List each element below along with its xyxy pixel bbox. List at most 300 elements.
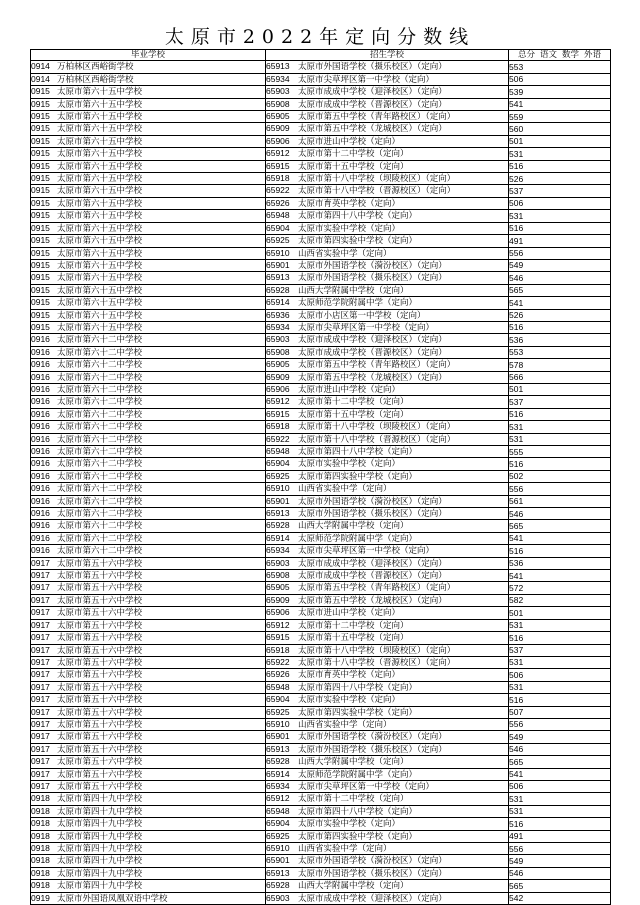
total-score: 531: [509, 793, 611, 805]
enroll-school-cell: [266, 470, 509, 482]
grad-school-name: 太原市第六十五中学校: [57, 298, 143, 309]
grad-school-name: 太原市第六十五中学校: [57, 223, 143, 234]
grad-school-code: 0917: [31, 681, 50, 692]
enroll-school-name: 太原市实验中学校（定向）: [298, 695, 401, 706]
enroll-school-cell: [266, 632, 509, 644]
table-row: [31, 731, 611, 743]
enroll-school-cell: [266, 458, 509, 470]
enroll-school-code: 65903: [266, 86, 290, 97]
grad-school-name: 太原市第四十九中学校: [57, 819, 143, 830]
total-score: 507: [509, 706, 611, 718]
table-row: [31, 892, 611, 904]
total-score: 516: [509, 222, 611, 234]
table-row: [31, 557, 611, 569]
enroll-school-name: 山西省实验中学（定向）: [298, 248, 392, 259]
enroll-school-code: 65948: [266, 210, 290, 221]
table-row: [31, 247, 611, 259]
grad-school-code: 0917: [31, 756, 50, 767]
grad-school-cell: [31, 619, 266, 631]
grad-school-cell: [31, 222, 266, 234]
table-row: [31, 780, 611, 792]
grad-school-cell: [31, 793, 266, 805]
enroll-school-name: 太原市第四十八中学校（定向）: [298, 211, 418, 222]
table-row: [31, 197, 611, 209]
enroll-school-cell: [266, 532, 509, 544]
table-row: [31, 495, 611, 507]
total-score: 516: [509, 545, 611, 557]
grad-school-cell: [31, 185, 266, 197]
grad-school-name: 太原市第六十二中学校: [57, 496, 143, 507]
grad-school-code: 0917: [31, 582, 50, 593]
total-score: 565: [509, 284, 611, 296]
enroll-school-name: 太原市进山中学校（定向）: [298, 608, 401, 619]
total-score: 516: [509, 321, 611, 333]
enroll-school-name: 太原市第十五中学校（定向）: [298, 409, 409, 420]
grad-school-name: 太原市第六十五中学校: [57, 248, 143, 259]
grad-school-name: 太原市第四十九中学校: [57, 844, 143, 854]
enroll-school-name: 太原市尖草坪区第一中学校（定向）: [298, 546, 435, 557]
grad-school-name: 太原市第五十六中学校: [57, 657, 143, 668]
grad-school-name: 太原市第五十六中学校: [57, 707, 143, 718]
table-row: [31, 545, 611, 557]
enroll-school-code: 65918: [266, 644, 290, 655]
table-row: [31, 135, 611, 147]
grad-school-name: 太原市第六十五中学校: [57, 310, 143, 321]
total-score: 531: [509, 433, 611, 445]
grad-school-cell: [31, 830, 266, 842]
total-score: 556: [509, 718, 611, 730]
enroll-school-cell: [266, 334, 509, 346]
enroll-school-name: 太原市尖草坪区第一中学校（定向）: [298, 781, 435, 792]
grad-school-cell: [31, 892, 266, 904]
grad-school-code: 0917: [31, 557, 50, 568]
total-score: 506: [509, 669, 611, 681]
enroll-school-code: 65948: [266, 805, 290, 816]
table-row: [31, 86, 611, 98]
grad-school-code: 0915: [31, 98, 50, 109]
enroll-school-name: 太原市第五中学校（龙城校区）（定向）: [298, 372, 447, 383]
grad-school-name: 太原市第六十二中学校: [57, 509, 143, 520]
table-row: [31, 607, 611, 619]
enroll-school-cell: [266, 793, 509, 805]
grad-school-code: 0915: [31, 86, 50, 97]
table-row: [31, 582, 611, 594]
enroll-school-code: 65912: [266, 396, 290, 407]
enroll-school-cell: [266, 86, 509, 98]
enroll-school-cell: [266, 607, 509, 619]
grad-school-code: 0918: [31, 830, 50, 841]
enroll-school-name: 太原市小店区第一中学校（定向）: [298, 310, 426, 321]
header-total: 总分: [517, 50, 535, 60]
grad-school-cell: [31, 148, 266, 160]
enroll-school-name: 太原市第四实验中学校（定向）: [298, 471, 418, 482]
grad-school-name: 太原市第六十二中学校: [57, 372, 143, 383]
enroll-school-code: 65906: [266, 383, 290, 394]
grad-school-name: 万柏林区西峪街学校: [57, 74, 134, 85]
enroll-school-code: 65934: [266, 73, 290, 84]
grad-school-name: 太原市第六十二中学校: [57, 434, 143, 445]
page-title: 太原市2022年定向分数线: [164, 26, 476, 48]
grad-school-name: 太原市第四十九中学校: [57, 794, 143, 805]
table-row: [31, 346, 611, 358]
total-score: 531: [509, 421, 611, 433]
enroll-school-name: 山西大学附属中学校（定向）: [298, 285, 409, 296]
enroll-school-name: 太原师范学院附属中学（定向）: [298, 769, 418, 780]
enroll-school-name: 太原市第四十八中学校（定向）: [298, 682, 418, 693]
enroll-school-code: 65901: [266, 731, 290, 742]
enroll-school-name: 山西大学附属中学校（定向）: [298, 521, 409, 532]
enroll-school-code: 65915: [266, 408, 290, 419]
grad-school-cell: [31, 470, 266, 482]
enroll-school-cell: [266, 570, 509, 582]
enroll-school-name: 太原市外国语学校（摄乐校区）（定向）: [298, 868, 447, 879]
grad-school-cell: [31, 334, 266, 346]
grad-school-code: 0915: [31, 247, 50, 258]
score-table: [30, 49, 611, 905]
enroll-school-name: 山西大学附属中学校（定向）: [298, 757, 409, 768]
enroll-school-name: 太原市实验中学校（定向）: [298, 223, 401, 234]
table-row: [31, 756, 611, 768]
enroll-school-name: 山西大学附属中学校（定向）: [298, 881, 409, 892]
enroll-school-cell: [266, 297, 509, 309]
table-row: [31, 359, 611, 371]
grad-school-code: 0915: [31, 111, 50, 122]
table-row: [31, 855, 611, 867]
enroll-school-name: 太原市第十二中学校（定向）: [298, 794, 409, 805]
table-row: [31, 371, 611, 383]
enroll-school-cell: [266, 830, 509, 842]
table-row: [31, 483, 611, 495]
enroll-school-cell: [266, 272, 509, 284]
grad-school-cell: [31, 98, 266, 110]
grad-school-name: 太原市第六十二中学校: [57, 335, 143, 346]
grad-school-name: 太原市第五十六中学校: [57, 583, 143, 594]
grad-school-name: 太原市第五十六中学校: [57, 645, 143, 656]
enroll-school-name: 太原市成成中学校（迎泽校区）（定向）: [298, 87, 447, 98]
grad-school-code: 0916: [31, 371, 50, 382]
grad-school-code: 0918: [31, 793, 50, 804]
grad-school-code: 0918: [31, 843, 50, 853]
enroll-school-code: 65915: [266, 632, 290, 643]
total-score: 537: [509, 644, 611, 656]
grad-school-name: 太原市外国语凤凰双语中学校: [57, 893, 168, 904]
grad-school-cell: [31, 731, 266, 743]
enroll-school-code: 65904: [266, 818, 290, 829]
enroll-school-code: 65903: [266, 557, 290, 568]
total-score: 559: [509, 111, 611, 123]
grad-school-cell: [31, 247, 266, 259]
total-score: 556: [509, 843, 611, 855]
enroll-school-cell: [266, 880, 509, 892]
enroll-school-cell: [266, 284, 509, 296]
grad-school-name: 太原市第六十五中学校: [57, 174, 143, 185]
enroll-school-name: 太原市第十五中学校（定向）: [298, 633, 409, 644]
enroll-school-name: 太原市进山中学校（定向）: [298, 136, 401, 147]
grad-school-cell: [31, 805, 266, 817]
grad-school-code: 0916: [31, 458, 50, 469]
grad-school-cell: [31, 309, 266, 321]
grad-school-code: 0916: [31, 433, 50, 444]
grad-school-cell: [31, 669, 266, 681]
grad-school-name: 太原市第六十二中学校: [57, 347, 143, 358]
total-score: 491: [509, 235, 611, 247]
grad-school-code: 0916: [31, 359, 50, 370]
enroll-school-name: 太原市成成中学校（迎泽校区）（定向）: [298, 335, 447, 346]
table-row: [31, 446, 611, 458]
enroll-school-name: 太原市外国语学校（漪汾校区）（定向）: [298, 496, 447, 507]
table-row: [31, 433, 611, 445]
total-score: 501: [509, 607, 611, 619]
grad-school-name: 太原市第五十六中学校: [57, 719, 143, 730]
total-score: 526: [509, 309, 611, 321]
enroll-school-name: 太原市第十八中学校（晋源校区）（定向）: [298, 434, 456, 445]
total-score: 549: [509, 855, 611, 867]
enroll-school-name: 太原市第十二中学校（定向）: [298, 620, 409, 631]
header-grad-school: 毕业学校: [31, 50, 266, 61]
grad-school-cell: [31, 557, 266, 569]
total-score: 536: [509, 557, 611, 569]
grad-school-name: 太原市第五十六中学校: [57, 670, 143, 681]
grad-school-cell: [31, 123, 266, 135]
grad-school-cell: [31, 855, 266, 867]
grad-school-name: 太原市第五十六中学校: [57, 695, 143, 706]
table-row: [31, 458, 611, 470]
table-row: [31, 805, 611, 817]
grad-school-cell: [31, 346, 266, 358]
grad-school-cell: [31, 607, 266, 619]
enroll-school-cell: [266, 892, 509, 904]
header-chinese: 语文: [539, 50, 557, 60]
total-score: 582: [509, 594, 611, 606]
enroll-school-code: 65913: [266, 743, 290, 754]
enroll-school-name: 太原市成成中学校（晋源校区）（定向）: [298, 571, 447, 582]
grad-school-cell: [31, 706, 266, 718]
enroll-school-code: 65925: [266, 830, 290, 841]
grad-school-name: 太原市第五十六中学校: [57, 620, 143, 631]
table-row: [31, 297, 611, 309]
enroll-school-code: 65910: [266, 483, 290, 494]
enroll-school-code: 65901: [266, 495, 290, 506]
table-row: [31, 743, 611, 755]
total-score: 531: [509, 681, 611, 693]
grad-school-code: 0918: [31, 867, 50, 878]
enroll-school-name: 太原市尖草坪区第一中学校（定向）: [298, 322, 435, 333]
grad-school-cell: [31, 780, 266, 792]
enroll-school-cell: [266, 259, 509, 271]
enroll-school-cell: [266, 197, 509, 209]
enroll-school-cell: [266, 855, 509, 867]
grad-school-code: 0918: [31, 818, 50, 829]
enroll-school-name: 太原市实验中学校（定向）: [298, 459, 401, 470]
grad-school-name: 太原市第四十九中学校: [57, 856, 143, 867]
total-score: 531: [509, 148, 611, 160]
total-score: 526: [509, 173, 611, 185]
total-score: 542: [509, 892, 611, 904]
enroll-school-cell: [266, 210, 509, 222]
grad-school-code: 0917: [31, 570, 50, 581]
enroll-school-code: 65906: [266, 607, 290, 618]
enroll-school-name: 太原市第十八中学校（坝陵校区）（定向）: [298, 174, 456, 185]
enroll-school-name: 太原市成成中学校（迎泽校区）（定向）: [298, 558, 447, 569]
table-row: [31, 259, 611, 271]
grad-school-code: 0915: [31, 135, 50, 146]
grad-school-cell: [31, 632, 266, 644]
grad-school-name: 太原市第四十九中学校: [57, 881, 143, 892]
enroll-school-name: 太原市第十八中学校（坝陵校区）（定向）: [298, 422, 456, 433]
enroll-school-code: 65918: [266, 173, 290, 184]
grad-school-cell: [31, 284, 266, 296]
total-score: 501: [509, 383, 611, 395]
grad-school-cell: [31, 718, 266, 730]
enroll-school-name: 太原市外国语学校（摄乐校区）（定向）: [298, 744, 447, 755]
grad-school-code: 0917: [31, 607, 50, 618]
enroll-school-name: 太原市成成中学校（晋源校区）（定向）: [298, 347, 447, 358]
grad-school-name: 太原市第六十五中学校: [57, 322, 143, 333]
enroll-school-code: 65922: [266, 185, 290, 196]
enroll-school-cell: [266, 73, 509, 85]
grad-school-cell: [31, 383, 266, 395]
enroll-school-cell: [266, 359, 509, 371]
grad-school-code: 0915: [31, 321, 50, 332]
header-math: 数学: [562, 50, 580, 60]
grad-school-cell: [31, 433, 266, 445]
enroll-school-name: 太原市育英中学校（定向）: [298, 198, 401, 209]
enroll-school-name: 山西省实验中学（定向）: [298, 844, 392, 854]
grad-school-name: 太原市第六十二中学校: [57, 533, 143, 544]
grad-school-code: 0915: [31, 123, 50, 134]
enroll-school-cell: [266, 520, 509, 532]
table-row: [31, 706, 611, 718]
enroll-school-code: 65936: [266, 309, 290, 320]
total-score: 541: [509, 98, 611, 110]
total-score: 555: [509, 446, 611, 458]
grad-school-code: 0916: [31, 520, 50, 531]
grad-school-code: 0917: [31, 644, 50, 655]
enroll-school-cell: [266, 706, 509, 718]
enroll-school-code: 65922: [266, 656, 290, 667]
total-score: 565: [509, 756, 611, 768]
total-score: 539: [509, 86, 611, 98]
enroll-school-cell: [266, 383, 509, 395]
enroll-school-cell: [266, 508, 509, 520]
enroll-school-cell: [266, 396, 509, 408]
total-score: 541: [509, 532, 611, 544]
grad-school-code: 0917: [31, 743, 50, 754]
total-score: 572: [509, 582, 611, 594]
header-foreign: 外语: [584, 50, 602, 60]
total-score: 541: [509, 297, 611, 309]
enroll-school-code: 65912: [266, 619, 290, 630]
enroll-school-code: 65928: [266, 284, 290, 295]
grad-school-name: 太原市第五十六中学校: [57, 571, 143, 582]
enroll-school-code: 65908: [266, 346, 290, 357]
table-row: [31, 173, 611, 185]
enroll-school-code: 65904: [266, 694, 290, 705]
grad-school-code: 0916: [31, 346, 50, 357]
grad-school-cell: [31, 880, 266, 892]
grad-school-code: 0917: [31, 780, 50, 791]
grad-school-cell: [31, 570, 266, 582]
table-row: [31, 272, 611, 284]
grad-school-cell: [31, 694, 266, 706]
grad-school-cell: [31, 446, 266, 458]
total-score: 531: [509, 805, 611, 817]
enroll-school-cell: [266, 371, 509, 383]
grad-school-cell: [31, 61, 266, 73]
grad-school-cell: [31, 160, 266, 172]
enroll-school-code: 65909: [266, 371, 290, 382]
enroll-school-name: 太原师范学院附属中学（定向）: [298, 298, 418, 309]
enroll-school-name: 太原市实验中学校（定向）: [298, 819, 401, 830]
enroll-school-code: 65925: [266, 470, 290, 481]
total-score: 502: [509, 470, 611, 482]
grad-school-cell: [31, 768, 266, 780]
enroll-school-code: 65912: [266, 793, 290, 804]
table-row: [31, 321, 611, 333]
grad-school-name: 太原市第六十二中学校: [57, 409, 143, 420]
grad-school-name: 太原市第五十六中学校: [57, 781, 143, 792]
grad-school-code: 0914: [31, 73, 50, 84]
enroll-school-name: 山西省实验中学（定向）: [298, 484, 392, 495]
enroll-school-code: 65934: [266, 780, 290, 791]
grad-school-name: 太原市第五十六中学校: [57, 682, 143, 693]
grad-school-code: 0918: [31, 855, 50, 866]
total-score: 537: [509, 396, 611, 408]
enroll-school-cell: [266, 61, 509, 73]
table-row: [31, 98, 611, 110]
grad-school-name: 太原市第六十五中学校: [57, 124, 143, 135]
enroll-school-code: 65914: [266, 768, 290, 779]
enroll-school-cell: [266, 446, 509, 458]
table-row: [31, 830, 611, 842]
enroll-school-name: 山西省实验中学（定向）: [298, 719, 392, 730]
grad-school-cell: [31, 197, 266, 209]
enroll-school-cell: [266, 843, 509, 855]
grad-school-cell: [31, 421, 266, 433]
enroll-school-name: 太原市外国语学校（摄乐校区）（定向）: [298, 62, 447, 73]
enroll-school-code: 65910: [266, 247, 290, 258]
enroll-school-code: 65925: [266, 235, 290, 246]
enroll-school-cell: [266, 756, 509, 768]
grad-school-cell: [31, 818, 266, 830]
grad-school-cell: [31, 644, 266, 656]
grad-school-name: 太原市第六十五中学校: [57, 112, 143, 123]
grad-school-cell: [31, 297, 266, 309]
total-score: 541: [509, 570, 611, 582]
enroll-school-name: 太原市第十二中学校（定向）: [298, 397, 409, 408]
enroll-school-code: 65906: [266, 135, 290, 146]
grad-school-name: 太原市第六十二中学校: [57, 422, 143, 433]
table-row: [31, 334, 611, 346]
enroll-school-code: 65928: [266, 756, 290, 767]
total-score: 578: [509, 359, 611, 371]
grad-school-name: 太原市第四十九中学校: [57, 868, 143, 879]
enroll-school-code: 65913: [266, 508, 290, 519]
grad-school-name: 太原市第六十五中学校: [57, 211, 143, 222]
table-row: [31, 185, 611, 197]
grad-school-code: 0917: [31, 656, 50, 667]
enroll-school-cell: [266, 483, 509, 495]
grad-school-name: 太原市第五十六中学校: [57, 757, 143, 768]
grad-school-cell: [31, 359, 266, 371]
grad-school-code: 0915: [31, 235, 50, 246]
enroll-school-cell: [266, 619, 509, 631]
grad-school-code: 0915: [31, 222, 50, 233]
enroll-school-name: 太原市外国语学校（漪汾校区）（定向）: [298, 732, 447, 743]
enroll-school-name: 太原市成成中学校（迎泽校区）（定向）: [298, 893, 447, 904]
total-score: 531: [509, 210, 611, 222]
grad-school-name: 太原市第五十六中学校: [57, 744, 143, 755]
